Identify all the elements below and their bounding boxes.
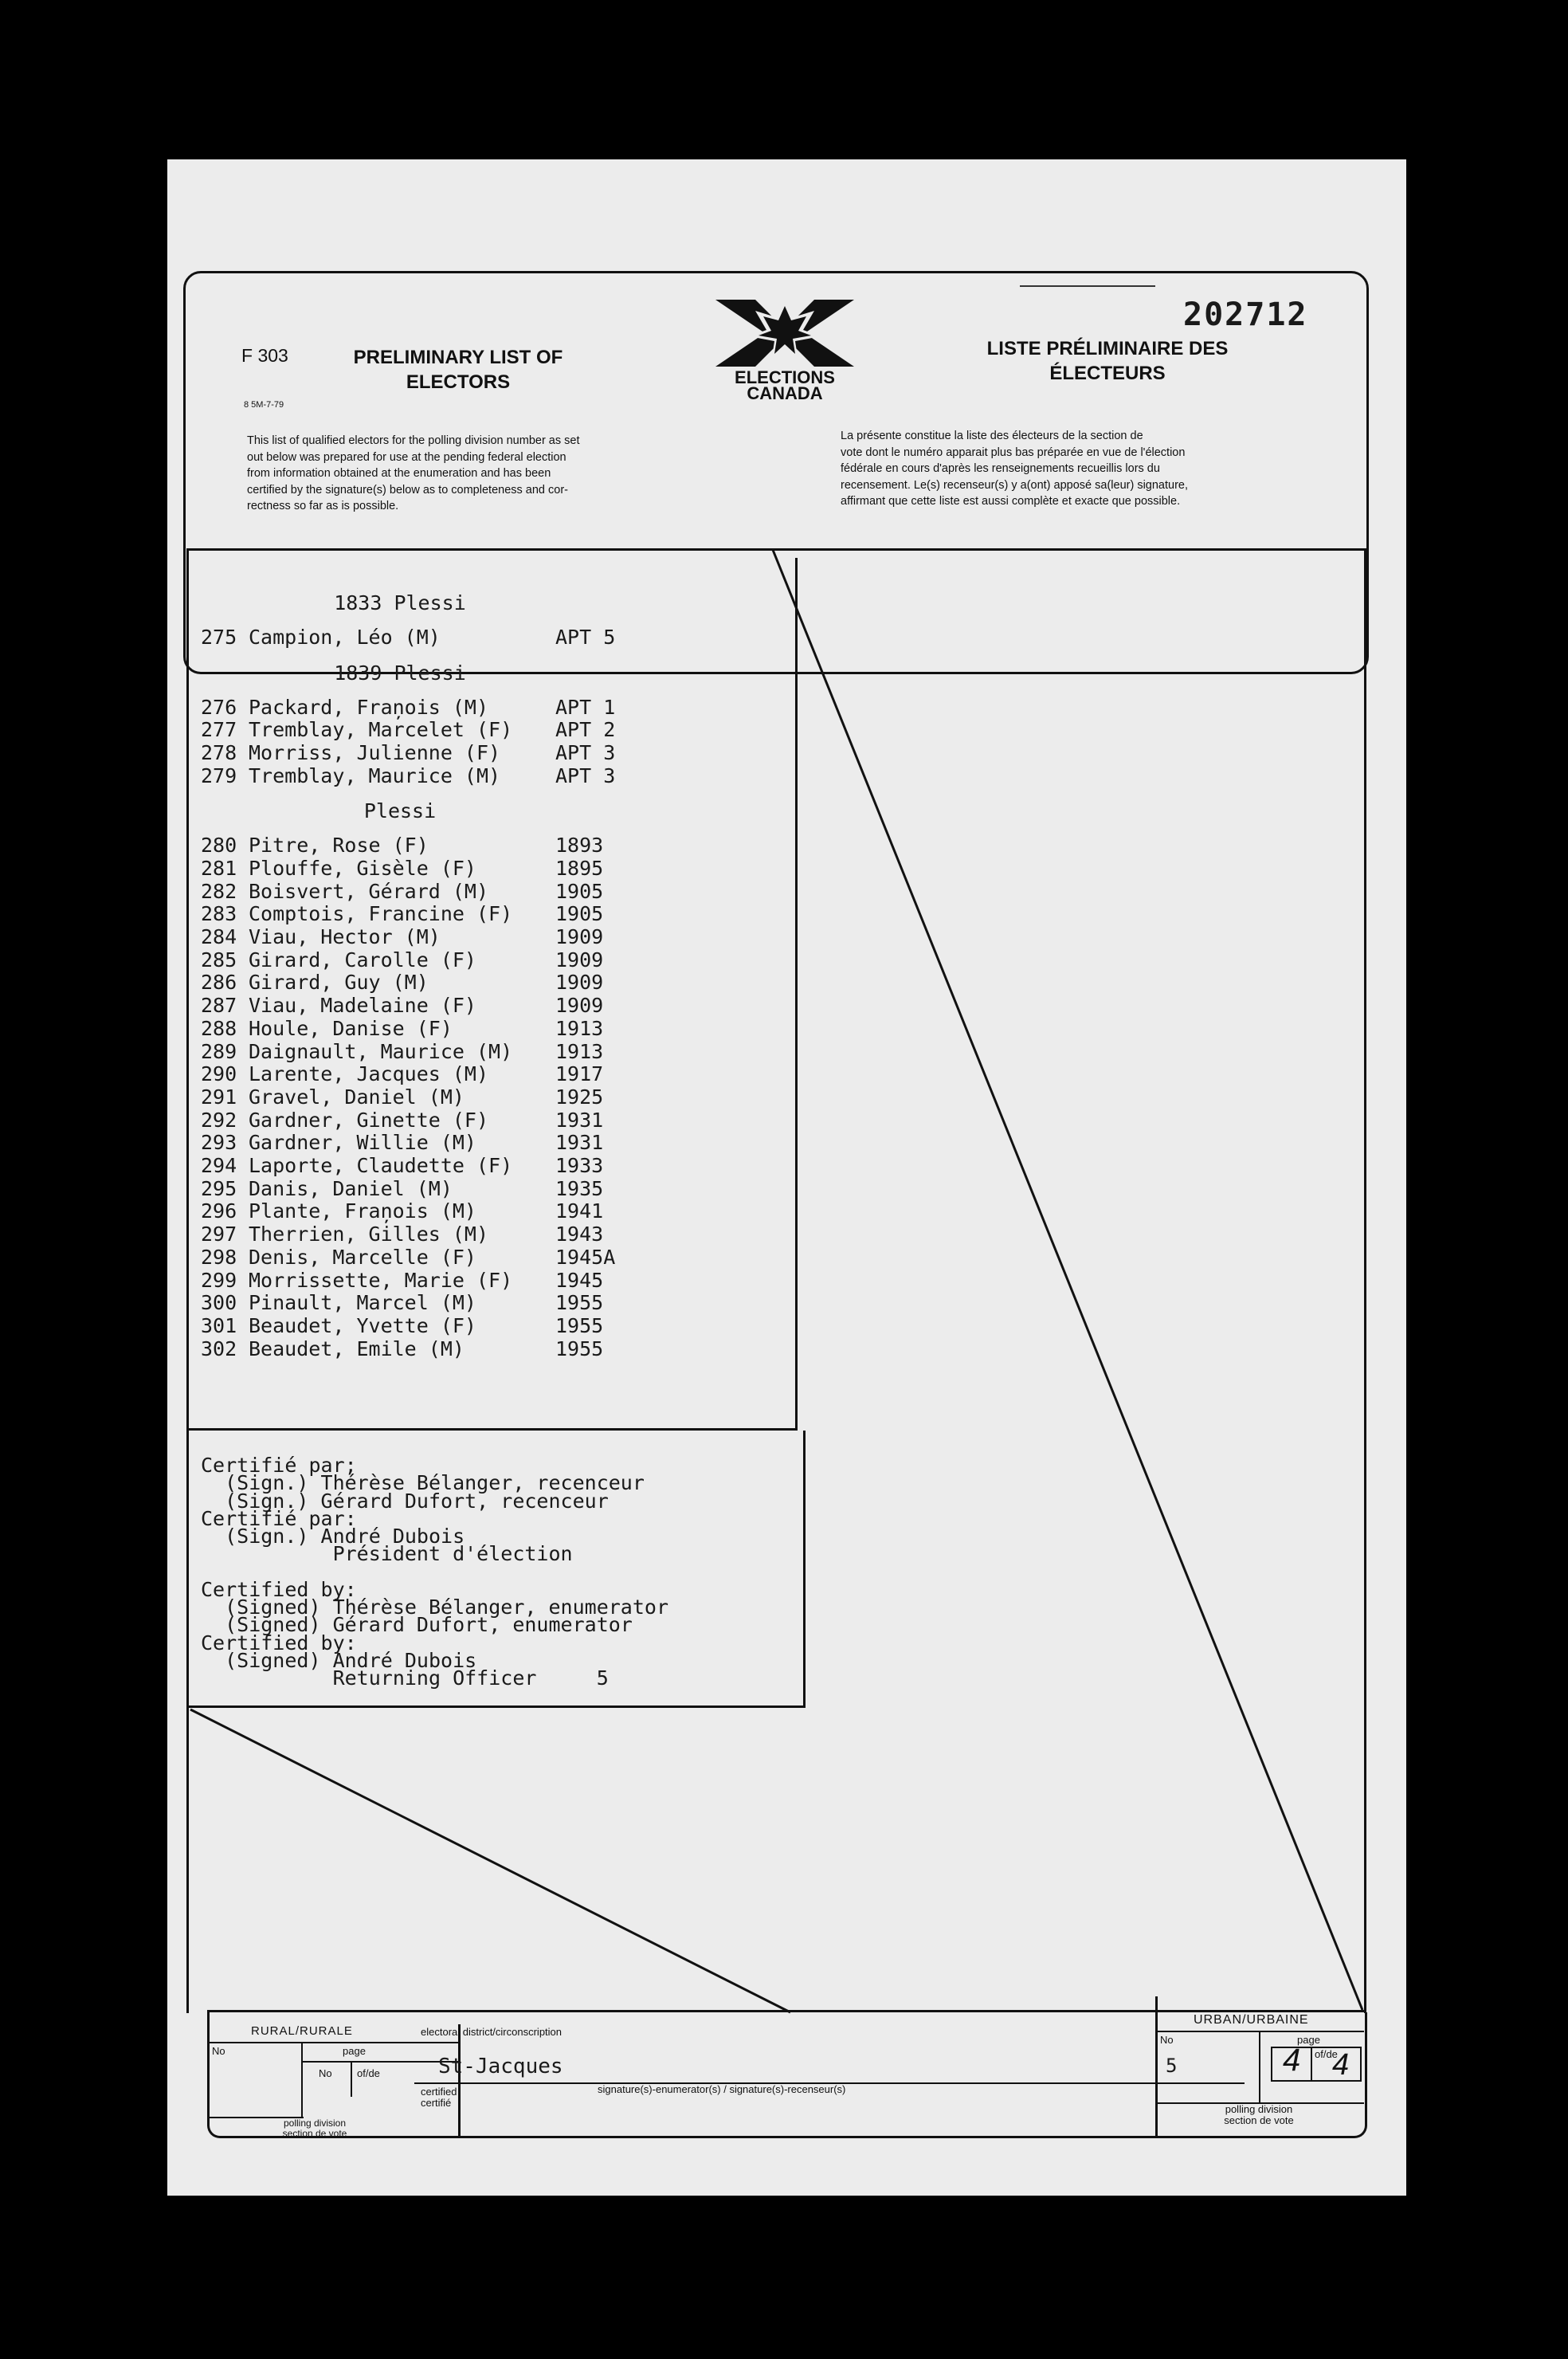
elector-name: Morriss, Julienne (F) — [249, 740, 501, 764]
elector-name: Plante, Fraņois (M) — [249, 1199, 476, 1223]
title-fr-line2: ÉLECTEURS — [1049, 363, 1166, 384]
elector-name: Comptois, Francine (F) — [249, 902, 513, 926]
urban-page-of: 4 — [1332, 2048, 1350, 2082]
certified-label-en: certified — [421, 2086, 457, 2098]
elector-name: Gardner, Ginette (F) — [249, 1108, 489, 1132]
form-number: F 303 — [241, 345, 288, 366]
certified-label-fr: certifié — [421, 2097, 452, 2109]
certification-line: (Signed) Gérard Dufort, enumerator — [201, 1613, 633, 1637]
certification-line: Returning Officer 5 — [201, 1666, 609, 1690]
elector-address: 1931 — [555, 1131, 604, 1155]
elector-number: 280 — [201, 834, 237, 858]
elector-address: 1913 — [555, 1016, 604, 1040]
desc-en-line: from information obtained at the enumeration and has been — [247, 467, 551, 480]
elector-address: 1945A — [555, 1245, 616, 1269]
desc-fr-line: affirmant que cette liste est aussi complète et exacte que possible. — [841, 495, 1181, 508]
rural-rule-2 — [301, 2061, 461, 2063]
rural-vrule — [301, 2042, 303, 2117]
rural-vrule-2 — [351, 2061, 352, 2097]
urban-page-number: 4 — [1283, 2043, 1301, 2078]
elector-address: 1893 — [555, 834, 604, 858]
elector-name: Campion, Léo (M) — [249, 626, 441, 650]
elector-number: 289 — [201, 1039, 237, 1063]
elector-address: APT 5 — [555, 626, 616, 650]
street-heading: 1839 Plessi — [334, 661, 466, 685]
elector-address: 1909 — [555, 994, 604, 1018]
rural-rule-1 — [210, 2042, 461, 2043]
desc-en-line: certified by the signature(s) below as to completeness and cor- — [247, 483, 568, 497]
elector-number: 295 — [201, 1176, 237, 1200]
desc-fr-line: fédérale en cours d'après les renseignements recueillis lors du — [841, 462, 1160, 475]
elector-number: 275 — [201, 626, 237, 650]
signature-label: signature(s)-enumerator(s) / signature(s)-recenseur(s) — [598, 2083, 846, 2095]
logo-line2: CANADA — [747, 383, 823, 403]
elector-number: 278 — [201, 740, 237, 764]
elector-address: APT 3 — [555, 763, 616, 787]
certification-line: Certified by: — [201, 1631, 357, 1654]
elector-name: Pinault, Marcel (M) — [249, 1291, 476, 1315]
certification-line: (Signed) Thérèse Bélanger, enumerator — [201, 1596, 668, 1619]
district-name: St-Jacques — [438, 2055, 563, 2078]
elector-number: 302 — [201, 1337, 237, 1360]
elector-name: Girard, Guy (M) — [249, 971, 429, 995]
elector-number: 293 — [201, 1131, 237, 1155]
title-fr-line1: LISTE PRÉLIMINAIRE DES — [986, 338, 1229, 359]
elector-address: 1931 — [555, 1108, 604, 1132]
elector-address: 1941 — [555, 1199, 604, 1223]
elector-name: Therrien, Gilles (M) — [249, 1223, 489, 1246]
elector-name: Beaudet, Yvette (F) — [249, 1313, 476, 1337]
certification-line: Certified by: — [201, 1577, 357, 1601]
desc-en-line: out below was prepared for use at the pending federal election — [247, 450, 566, 464]
polling-label-fr: section de vote — [282, 2128, 347, 2139]
elector-number: 294 — [201, 1154, 237, 1178]
elector-name: Larente, Jacques (M) — [249, 1062, 489, 1086]
urban-page-label: page — [1297, 2034, 1320, 2046]
elector-address: 1935 — [555, 1176, 604, 1200]
elector-address: 1913 — [555, 1039, 604, 1063]
certified-label — [421, 2086, 457, 2109]
elector-name: Pitre, Rose (F) — [249, 834, 429, 858]
certification-line: (Sign.) Gérard Dufort, recenceur — [201, 1489, 609, 1513]
elector-address: 1905 — [555, 879, 604, 903]
elector-name: Houle, Danise (F) — [249, 1016, 453, 1040]
elector-number: 291 — [201, 1085, 237, 1109]
elector-address: 1925 — [555, 1085, 604, 1109]
rural-no-label: No — [212, 2045, 225, 2057]
form-sheet — [167, 159, 1406, 2196]
elector-number: 281 — [201, 856, 237, 880]
elector-name: Viau, Hector (M) — [249, 925, 441, 949]
elector-address: APT 2 — [555, 718, 616, 742]
desc-en-line: This list of qualified electors for the polling division number as set — [247, 434, 580, 447]
elector-address: 1943 — [555, 1223, 604, 1246]
elector-name: Boisvert, Gérard (M) — [249, 879, 489, 903]
elector-address: APT 1 — [555, 695, 616, 719]
elector-address: 1945 — [555, 1268, 604, 1292]
urban-label: URBAN/URBAINE — [1194, 2013, 1309, 2027]
polling-label-en: polling division — [283, 2118, 347, 2129]
elector-number: 277 — [201, 718, 237, 742]
street-heading: 1833 Plessi — [334, 591, 466, 614]
elector-address: 1955 — [555, 1291, 604, 1315]
elector-name: Gravel, Daniel (M) — [249, 1085, 465, 1109]
urban-polling-label — [1203, 2104, 1315, 2126]
title-en-line2: ELECTORS — [406, 371, 511, 393]
elector-address: 1933 — [555, 1154, 604, 1178]
elector-address: APT 3 — [555, 740, 616, 764]
elector-address: 1909 — [555, 948, 604, 971]
urban-of-label: of/de — [1315, 2048, 1338, 2060]
elector-address: 1909 — [555, 971, 604, 995]
elector-name: Tremblay, Marcelet (F) — [249, 718, 513, 742]
urban-polling-label-fr: section de vote — [1224, 2114, 1294, 2126]
elector-name: Morrissette, Marie (F) — [249, 1268, 513, 1292]
elector-name: Tremblay, Maurice (M) — [249, 763, 501, 787]
certification-text — [201, 1454, 668, 1690]
elector-number: 285 — [201, 948, 237, 971]
elector-number: 298 — [201, 1245, 237, 1269]
serial-number: 202712 — [1183, 296, 1308, 333]
elector-number: 287 — [201, 994, 237, 1018]
elector-name: Danis, Daniel (M) — [249, 1176, 453, 1200]
street-heading: Plessi — [363, 799, 437, 823]
desc-fr-line: recensement. Le(s) recenseur(s) y a(ont) apposé sa(leur) signature, — [841, 478, 1188, 492]
elector-name: Beaudet, Emile (M) — [249, 1337, 465, 1360]
logo-line1: ELECTIONS — [735, 367, 835, 387]
rural-of-label: of/de — [357, 2067, 380, 2079]
certification-line: Certifié par; — [201, 1454, 357, 1477]
rural-polling-label — [255, 2118, 374, 2139]
elector-number: 292 — [201, 1108, 237, 1132]
form-code: 8 5M-7-79 — [244, 400, 284, 410]
elector-number: 288 — [201, 1016, 237, 1040]
desc-en-line: rectness so far as is possible. — [247, 500, 399, 512]
elector-address: 1955 — [555, 1313, 604, 1337]
elector-name: Laporte, Claudette (F) — [249, 1154, 513, 1178]
urban-page-divider — [1311, 2047, 1312, 2080]
certification-line: Président d'élection — [201, 1542, 573, 1566]
certification-line: Certifié par: — [201, 1506, 357, 1530]
elector-name: Girard, Carolle (F) — [249, 948, 476, 971]
urban-polling-number: 5 — [1166, 2055, 1178, 2077]
elector-address: 1905 — [555, 902, 604, 926]
elector-number: 296 — [201, 1199, 237, 1223]
rural-page-no-label: No — [319, 2067, 332, 2079]
urban-vrule — [1259, 2031, 1260, 2102]
elector-number: 279 — [201, 763, 237, 787]
title-en-line1: PRELIMINARY LIST OF — [353, 347, 563, 368]
elector-number: 300 — [201, 1291, 237, 1315]
elector-name: Viau, Madelaine (F) — [249, 994, 476, 1018]
certification-line: (Sign.) André Dubois — [201, 1525, 465, 1548]
elector-number: 282 — [201, 879, 237, 903]
elector-address: 1895 — [555, 856, 604, 880]
elector-number: 301 — [201, 1313, 237, 1337]
certification-line: (Signed) André Dubois — [201, 1648, 477, 1672]
desc-fr-line: La présente constitue la liste des électeurs de la section de — [841, 430, 1143, 442]
elector-number: 286 — [201, 971, 237, 995]
rural-page-label: page — [343, 2045, 366, 2057]
desc-fr-line: vote dont le numéro apparait plus bas préparée en vue de l'élection — [841, 446, 1186, 459]
elector-name: Plouffe, Gisèle (F) — [249, 856, 476, 880]
elector-name: Gardner, Willie (M) — [249, 1131, 476, 1155]
elector-name: Packard, Fraņois (M) — [249, 695, 489, 719]
urban-polling-label-en: polling division — [1225, 2103, 1293, 2115]
elector-number: 290 — [201, 1062, 237, 1086]
elector-address: 1955 — [555, 1337, 604, 1360]
elector-name: Denis, Marcelle (F) — [249, 1245, 476, 1269]
district-label: electoral district/circonscription — [421, 2026, 563, 2038]
certification-line: (Sign.) Thérèse Bélanger, recenceur — [201, 1471, 645, 1495]
elector-number: 299 — [201, 1268, 237, 1292]
elector-number: 297 — [201, 1223, 237, 1246]
urban-no-label: No — [1160, 2034, 1174, 2046]
rural-label: RURAL/RURALE — [251, 2024, 353, 2038]
elector-number: 276 — [201, 695, 237, 719]
elector-address: 1917 — [555, 1062, 604, 1086]
elector-address: 1909 — [555, 925, 604, 949]
elector-number: 283 — [201, 902, 237, 926]
elector-number: 284 — [201, 925, 237, 949]
elector-name: Daignault, Maurice (M) — [249, 1039, 513, 1063]
